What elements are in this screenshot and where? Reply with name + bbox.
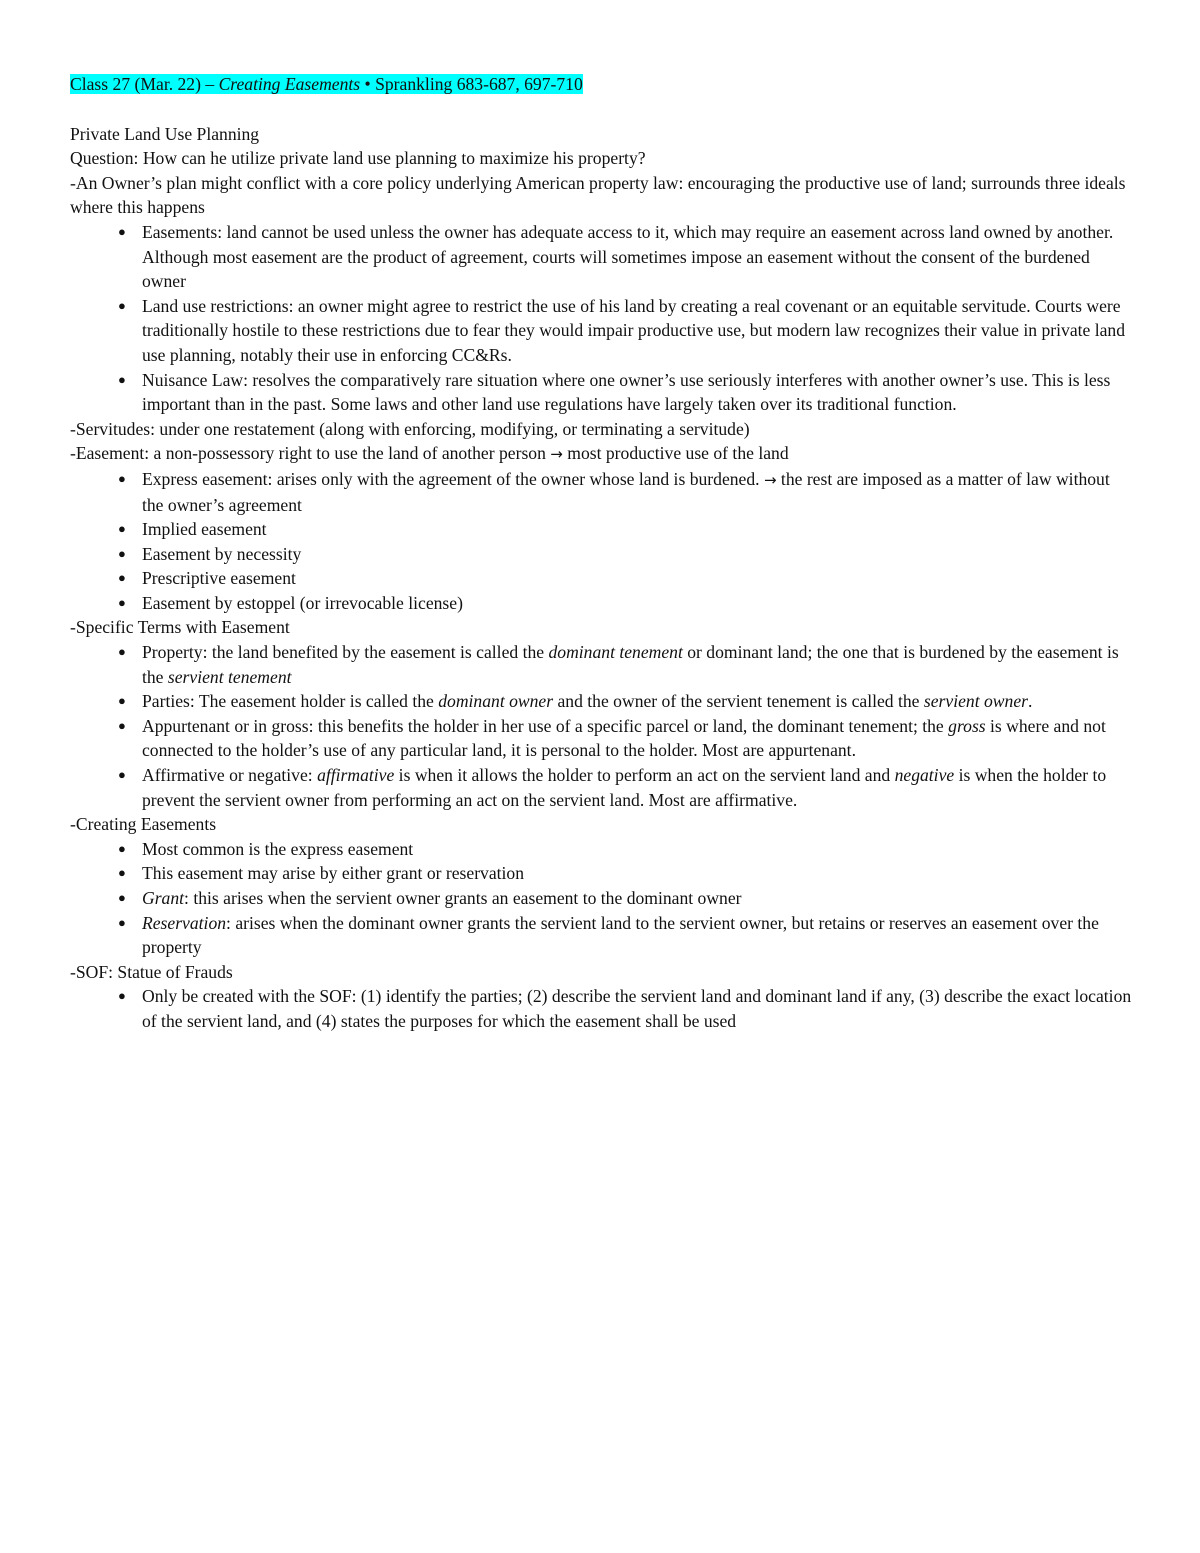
list-item: ● Most common is the express easement: [142, 837, 1132, 862]
list-item: ● Parties: The easement holder is called the dominant owner and the owner of the servient tenement is called the servient owner.: [142, 689, 1132, 714]
bullet-icon: ●: [118, 545, 126, 561]
list-item: ● Property: the land benefited by the easement is called the dominant tenement or dominant land; the one that is burdened by the easement is the servient tenement: [118, 642, 1119, 687]
creating-easements-heading: -Creating Easements: [70, 814, 217, 835]
bullet-icon: ●: [118, 717, 126, 733]
creating-easements-list: [70, 837, 1132, 960]
easement-definition: -Easement: a non-possessory right to use the land of another person → most productive use of the land: [70, 443, 789, 464]
arrow-right-icon: →: [550, 445, 563, 464]
list-item: ● Nuisance Law: resolves the comparatively rare situation where one owner’s use seriously interferes with another owner’s use. This is less important than in the past. Some laws and other land use regulations have largely taken over its traditional function.: [118, 369, 1111, 415]
specific-terms-list: [70, 640, 1132, 812]
list-item: ● Easement by necessity: [142, 542, 1132, 567]
topic-title: Creating Easements: [218, 74, 361, 94]
bullet-icon: ●: [118, 644, 126, 660]
bullet-icon: ●: [118, 890, 126, 905]
list-item: ● Express easement: arises only with the agreement of the owner whose land is burdened. → the rest are imposed as a matter of law without the owner’s agreement: [118, 468, 1110, 515]
bullet-icon: ●: [118, 914, 126, 930]
bullet-icon: ●: [118, 371, 126, 387]
specific-terms-heading: -Specific Terms with Easement: [70, 617, 290, 638]
arrow-right-icon: →: [763, 470, 777, 489]
servitudes-line: -Servitudes: under one restatement (along with enforcing, modifying, or terminating a servitude): [70, 418, 750, 439]
bullet-icon: ●: [118, 840, 126, 856]
bullet-icon: ●: [118, 865, 126, 881]
bullet-icon: ●: [118, 223, 126, 239]
reading-assignment: • Sprankling 683-687, 697-710: [360, 74, 583, 94]
class-header: [70, 72, 1132, 97]
bullet-icon: ●: [118, 767, 126, 783]
list-item: ● Affirmative or negative: affirmative is when it allows the holder to perform an act on the servient land and negative is when the holder to prevent the servient owner from performing an act on the servient land. Most are affirmative.: [118, 765, 1107, 810]
list-item: ● Prescriptive easement: [142, 566, 1132, 591]
class-label: Class 27 (Mar. 22) –: [70, 74, 219, 94]
bullet-icon: ●: [118, 470, 126, 486]
list-item: ● This easement may arise by either grant or reservation: [142, 861, 1132, 886]
bullet-icon: ●: [118, 988, 126, 1004]
question-line: Question: How can he utilize private land use planning to maximize his property?: [70, 148, 646, 169]
list-item: ● Land use restrictions: an owner might agree to restrict the use of his land by creating a real covenant or an equitable servitude. Courts were traditionally hostile to these restrictions due to fear they would impair productive use, but modern law recognizes their value in private land use planning, notably their use in enforcing CC&Rs.: [118, 295, 1126, 365]
section-heading-private-land-use: Private Land Use Planning: [70, 123, 260, 144]
ideals-list: [70, 220, 1132, 417]
list-item: ● Appurtenant or in gross: this benefits the holder in her use of a specific parcel or land, the dominant tenement; the gross is where and not connected to the holder’s use of any particular land, it is personal to the holder. Most are appurtenant.: [118, 715, 1106, 761]
highlighted-title: [70, 74, 583, 94]
list-item: ● Easement by estoppel (or irrevocable license): [142, 591, 1132, 616]
document-body: [70, 72, 1132, 1034]
easement-types-list: [70, 467, 1132, 616]
bullet-icon: ●: [118, 521, 126, 537]
list-item: ● Easements: land cannot be used unless the owner has adequate access to it, which may require an easement across land owned by another. Although most easement are the product of agreement, courts will sometimes impose an easement without the consent of the burdened owner: [118, 221, 1114, 292]
list-item: ● Reservation: arises when the dominant owner grants the servient land to the servient owner, but retains or reserves an easement over the property: [118, 912, 1099, 958]
list-item: ● Implied easement: [142, 517, 1132, 542]
bullet-icon: ●: [118, 693, 126, 709]
bullet-icon: ●: [118, 570, 126, 586]
bullet-icon: ●: [118, 297, 126, 313]
list-item: ● Only be created with the SOF: (1) identify the parties; (2) describe the servient land and dominant land if any, (3) describe the exact location of the servient land, and (4) states the purposes for which the easement shall be used: [118, 986, 1132, 1031]
bullet-icon: ●: [118, 594, 126, 610]
sof-heading: -SOF: Statue of Frauds: [70, 961, 233, 982]
list-item: ● Grant: this arises when the servient owner grants an easement to the dominant owner: [142, 886, 1132, 911]
owner-plan-paragraph: -An Owner’s plan might conflict with a core policy underlying American property law: encouraging the productive use of land; surrounds three ideals where this happens: [70, 172, 1126, 218]
sof-list: [70, 984, 1132, 1033]
